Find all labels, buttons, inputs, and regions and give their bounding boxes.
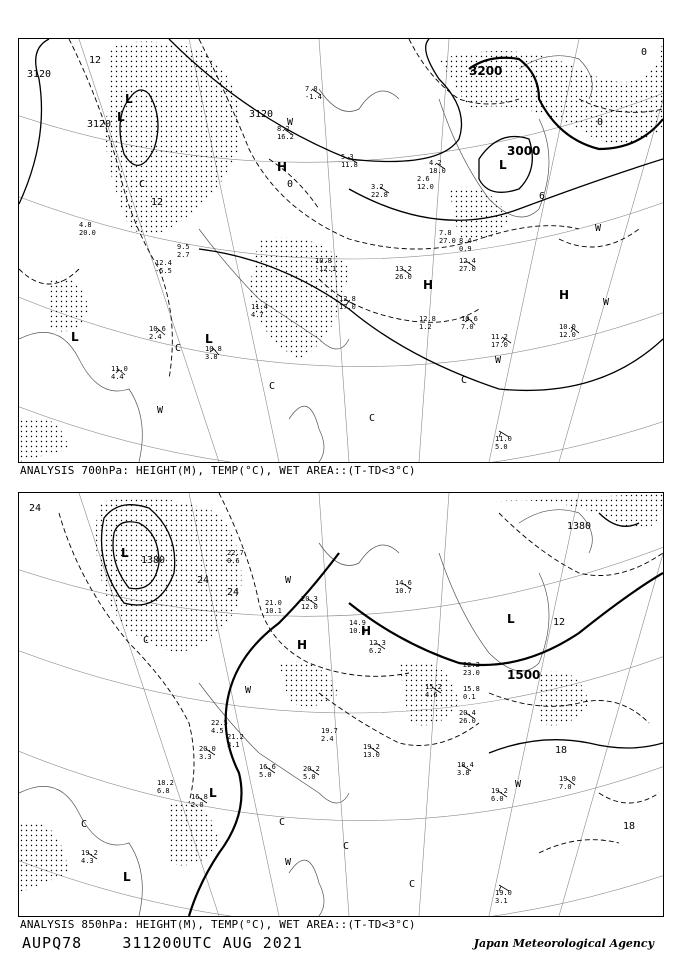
station-temp: 19.7 <box>321 727 338 735</box>
station-temp: 5.3 <box>341 153 354 161</box>
station-temp: 14.6 <box>395 579 412 587</box>
station-dewpoint: 23.0 <box>463 669 480 677</box>
station-temp: 11.0 <box>495 435 512 443</box>
map-700hpa-svg <box>19 39 663 462</box>
map-panel-850hpa <box>18 492 664 917</box>
station-dewpoint: 16.2 <box>277 133 294 141</box>
station-temp: 19.0 <box>495 889 512 897</box>
warm-label: W <box>285 857 292 868</box>
station-dewpoint: 2.4 <box>321 735 334 743</box>
isotherm-label: 0 <box>597 117 604 128</box>
cold-label: C <box>409 879 416 890</box>
station-temp: 16.8 <box>191 793 208 801</box>
height-label: 1380 <box>141 555 166 566</box>
station-temp: 15.2 <box>425 683 442 691</box>
agency-name: Japan Meteorological Agency <box>473 937 654 950</box>
station-temp: 20.2 <box>303 765 320 773</box>
station-dewpoint: 10.1 <box>265 607 282 615</box>
station-temp: 8.2 <box>277 125 290 133</box>
station-dewpoint: 10.6 <box>349 627 366 635</box>
station-temp: 3.2 <box>371 183 384 191</box>
station-temp: 10.8 <box>205 345 222 353</box>
station-dewpoint: -12.1 <box>315 265 337 273</box>
station-temp: 12.4 <box>459 257 476 265</box>
station-dewpoint: 27.0 <box>439 237 456 245</box>
station-temp: 10.0 <box>559 323 576 331</box>
station-temp: 18.2 <box>157 779 174 787</box>
warm-label: W <box>245 685 252 696</box>
station-dewpoint: 4.7 <box>251 311 264 319</box>
caption-700hpa: ANALYSIS 700hPa: HEIGHT(M), TEMP(°C), WET AREA::(T-TD<3°C) <box>20 464 416 477</box>
cold-label: C <box>175 343 182 354</box>
station-temp: 19.2 <box>491 787 508 795</box>
station-temp: 12.3 <box>369 639 386 647</box>
station-dewpoint: 20.0 <box>79 229 96 237</box>
low-center-label: L <box>499 158 507 172</box>
isotherm-label: 12 <box>553 617 566 628</box>
cold-label: C <box>269 381 276 392</box>
station-dewpoint: 4.3 <box>81 857 94 865</box>
caption-850hpa: ANALYSIS 850hPa: HEIGHT(M), TEMP(°C), WET AREA::(T-TD<3°C) <box>20 918 416 931</box>
station-dewpoint: 12.0 <box>301 603 318 611</box>
cold-label: C <box>279 817 286 828</box>
station-dewpoint: 5.0 <box>303 773 316 781</box>
isotherm-label: 0 <box>287 179 294 190</box>
height-label: 1500 <box>507 668 541 682</box>
station-temp: 11.0 <box>111 365 128 373</box>
low-center-label: L <box>507 612 515 626</box>
map-850hpa-svg <box>19 493 663 916</box>
station-temp: 12.8 <box>419 315 436 323</box>
chart-code: AUPQ78 <box>22 934 83 952</box>
isotherm-label: 12 <box>89 55 102 66</box>
station-dewpoint: 11.8 <box>341 161 358 169</box>
station-temp: 19.0 <box>559 775 576 783</box>
station-temp: 20.4 <box>459 709 476 717</box>
station-temp: 12.4 <box>155 259 172 267</box>
station-dewpoint: 3.1 <box>227 741 240 749</box>
station-dewpoint: 2.4 <box>149 333 162 341</box>
isotherm-label: 12 <box>151 197 164 208</box>
isotherm-label: 18 <box>555 745 568 756</box>
warm-label: W <box>287 117 294 128</box>
isotherm-label: 24 <box>29 503 42 514</box>
low-center-label: L <box>209 786 217 800</box>
station-temp: 21.0 <box>265 599 282 607</box>
high-center-label: H <box>423 278 434 292</box>
station-dewpoint: 12.0 <box>417 183 434 191</box>
low-center-label: L <box>71 330 79 344</box>
valid-time: 311200UTC AUG 2021 <box>122 934 303 952</box>
station-dewpoint: 1.2 <box>419 323 432 331</box>
station-temp: 21.2 <box>227 733 244 741</box>
map-panel-700hpa <box>18 38 664 463</box>
station-dewpoint: 18.0 <box>429 167 446 175</box>
isotherm-label: 6 <box>539 191 546 202</box>
station-dewpoint: 26.0 <box>459 717 476 725</box>
station-temp: 7.8 <box>439 229 452 237</box>
warm-label: W <box>515 779 522 790</box>
station-temp: 7.0 <box>305 85 318 93</box>
height-label: 3200 <box>469 64 503 78</box>
station-dewpoint: 26.0 <box>395 273 412 281</box>
station-temp: 8.4 <box>459 237 472 245</box>
station-temp: 13.2 <box>395 265 412 273</box>
warm-label: W <box>157 405 164 416</box>
station-temp: 22.2 <box>463 661 480 669</box>
station-dewpoint: 3.1 <box>495 897 508 905</box>
station-temp: 22.5 <box>211 719 228 727</box>
station-temp: 4.8 <box>79 221 92 229</box>
station-temp: 14.9 <box>349 619 366 627</box>
station-dewpoint: 4.6 <box>425 691 438 699</box>
station-dewpoint: 13.0 <box>363 751 380 759</box>
station-temp: 16.6 <box>259 763 276 771</box>
cold-label: C <box>81 819 88 830</box>
station-temp: 22.7 <box>227 549 244 557</box>
cold-label: C <box>139 179 146 190</box>
cold-label: C <box>369 413 376 424</box>
warm-label: W <box>285 575 292 586</box>
station-dewpoint: 0.9 <box>459 245 472 253</box>
station-dewpoint: 6.0 <box>491 795 504 803</box>
low-center-label: L <box>123 870 131 884</box>
station-dewpoint: 6.8 <box>157 787 170 795</box>
chart-code-and-time <box>22 934 303 952</box>
station-dewpoint: 12.0 <box>559 331 576 339</box>
station-dewpoint: 7.0 <box>559 783 572 791</box>
warm-label: W <box>603 297 610 308</box>
station-dewpoint: 2.0 <box>191 801 204 809</box>
height-label: 3120 <box>27 69 52 80</box>
station-dewpoint: 22.8 <box>371 191 388 199</box>
station-temp: 20.3 <box>301 595 318 603</box>
station-dewpoint: 17.0 <box>339 303 356 311</box>
high-center-label: H <box>277 160 288 174</box>
height-label: 3120 <box>249 109 274 120</box>
low-center-label: L <box>121 546 129 560</box>
station-dewpoint: 0.6 <box>227 557 240 565</box>
station-temp: 10.6 <box>461 315 478 323</box>
station-temp: 20.0 <box>199 745 216 753</box>
wet-areas <box>19 39 663 462</box>
station-dewpoint: 5.0 <box>495 443 508 451</box>
cold-label: C <box>461 375 468 386</box>
cold-label: C <box>143 635 150 646</box>
low-center-label: L <box>117 110 125 124</box>
station-temp: 18.4 <box>457 761 474 769</box>
station-dewpoint: -5.5 <box>155 267 172 275</box>
station-dewpoint: 2.7 <box>177 251 190 259</box>
isotherm-label: 18 <box>623 821 636 832</box>
warm-label: W <box>595 223 602 234</box>
station-dewpoint: 7.0 <box>461 323 474 331</box>
isotherm-label: 24 <box>197 575 210 586</box>
warm-label: W <box>495 355 502 366</box>
station-dewpoint: 3.8 <box>205 353 218 361</box>
high-center-label: H <box>361 624 372 638</box>
station-temp: 9.5 <box>177 243 190 251</box>
station-dewpoint: 27.0 <box>459 265 476 273</box>
low-center-label: L <box>205 332 213 346</box>
station-dewpoint: 0.1 <box>463 693 476 701</box>
station-temp: 19.2 <box>81 849 98 857</box>
station-temp: 10.6 <box>149 325 166 333</box>
station-dewpoint: 3.3 <box>199 753 212 761</box>
station-temp: 11.4 <box>251 303 268 311</box>
station-temp: 19.2 <box>363 743 380 751</box>
station-dewpoint: 5.0 <box>259 771 272 779</box>
station-temp: 11.2 <box>491 333 508 341</box>
station-temp: 15.8 <box>463 685 480 693</box>
low-center-label: L <box>125 92 133 106</box>
height-label: 3000 <box>507 144 541 158</box>
height-label: 3120 <box>87 119 112 130</box>
station-temp: 10.8 <box>315 257 332 265</box>
station-dewpoint: 17.0 <box>491 341 508 349</box>
station-dewpoint: 3.8 <box>457 769 470 777</box>
height-label: 1380 <box>567 521 592 532</box>
isotherm-label: 24 <box>227 587 240 598</box>
cold-label: C <box>343 841 350 852</box>
high-center-label: H <box>297 638 308 652</box>
station-dewpoint: 10.7 <box>395 587 412 595</box>
high-center-label: H <box>559 288 570 302</box>
station-temp: 2.6 <box>417 175 430 183</box>
station-dewpoint: 4.4 <box>111 373 124 381</box>
station-temp: 4.2 <box>429 159 442 167</box>
station-dewpoint: 6.2 <box>369 647 382 655</box>
station-dewpoint: -1.4 <box>305 93 322 101</box>
station-temp: 12.8 <box>339 295 356 303</box>
station-dewpoint: 4.5 <box>211 727 224 735</box>
isotherm-label: 0 <box>641 47 648 58</box>
